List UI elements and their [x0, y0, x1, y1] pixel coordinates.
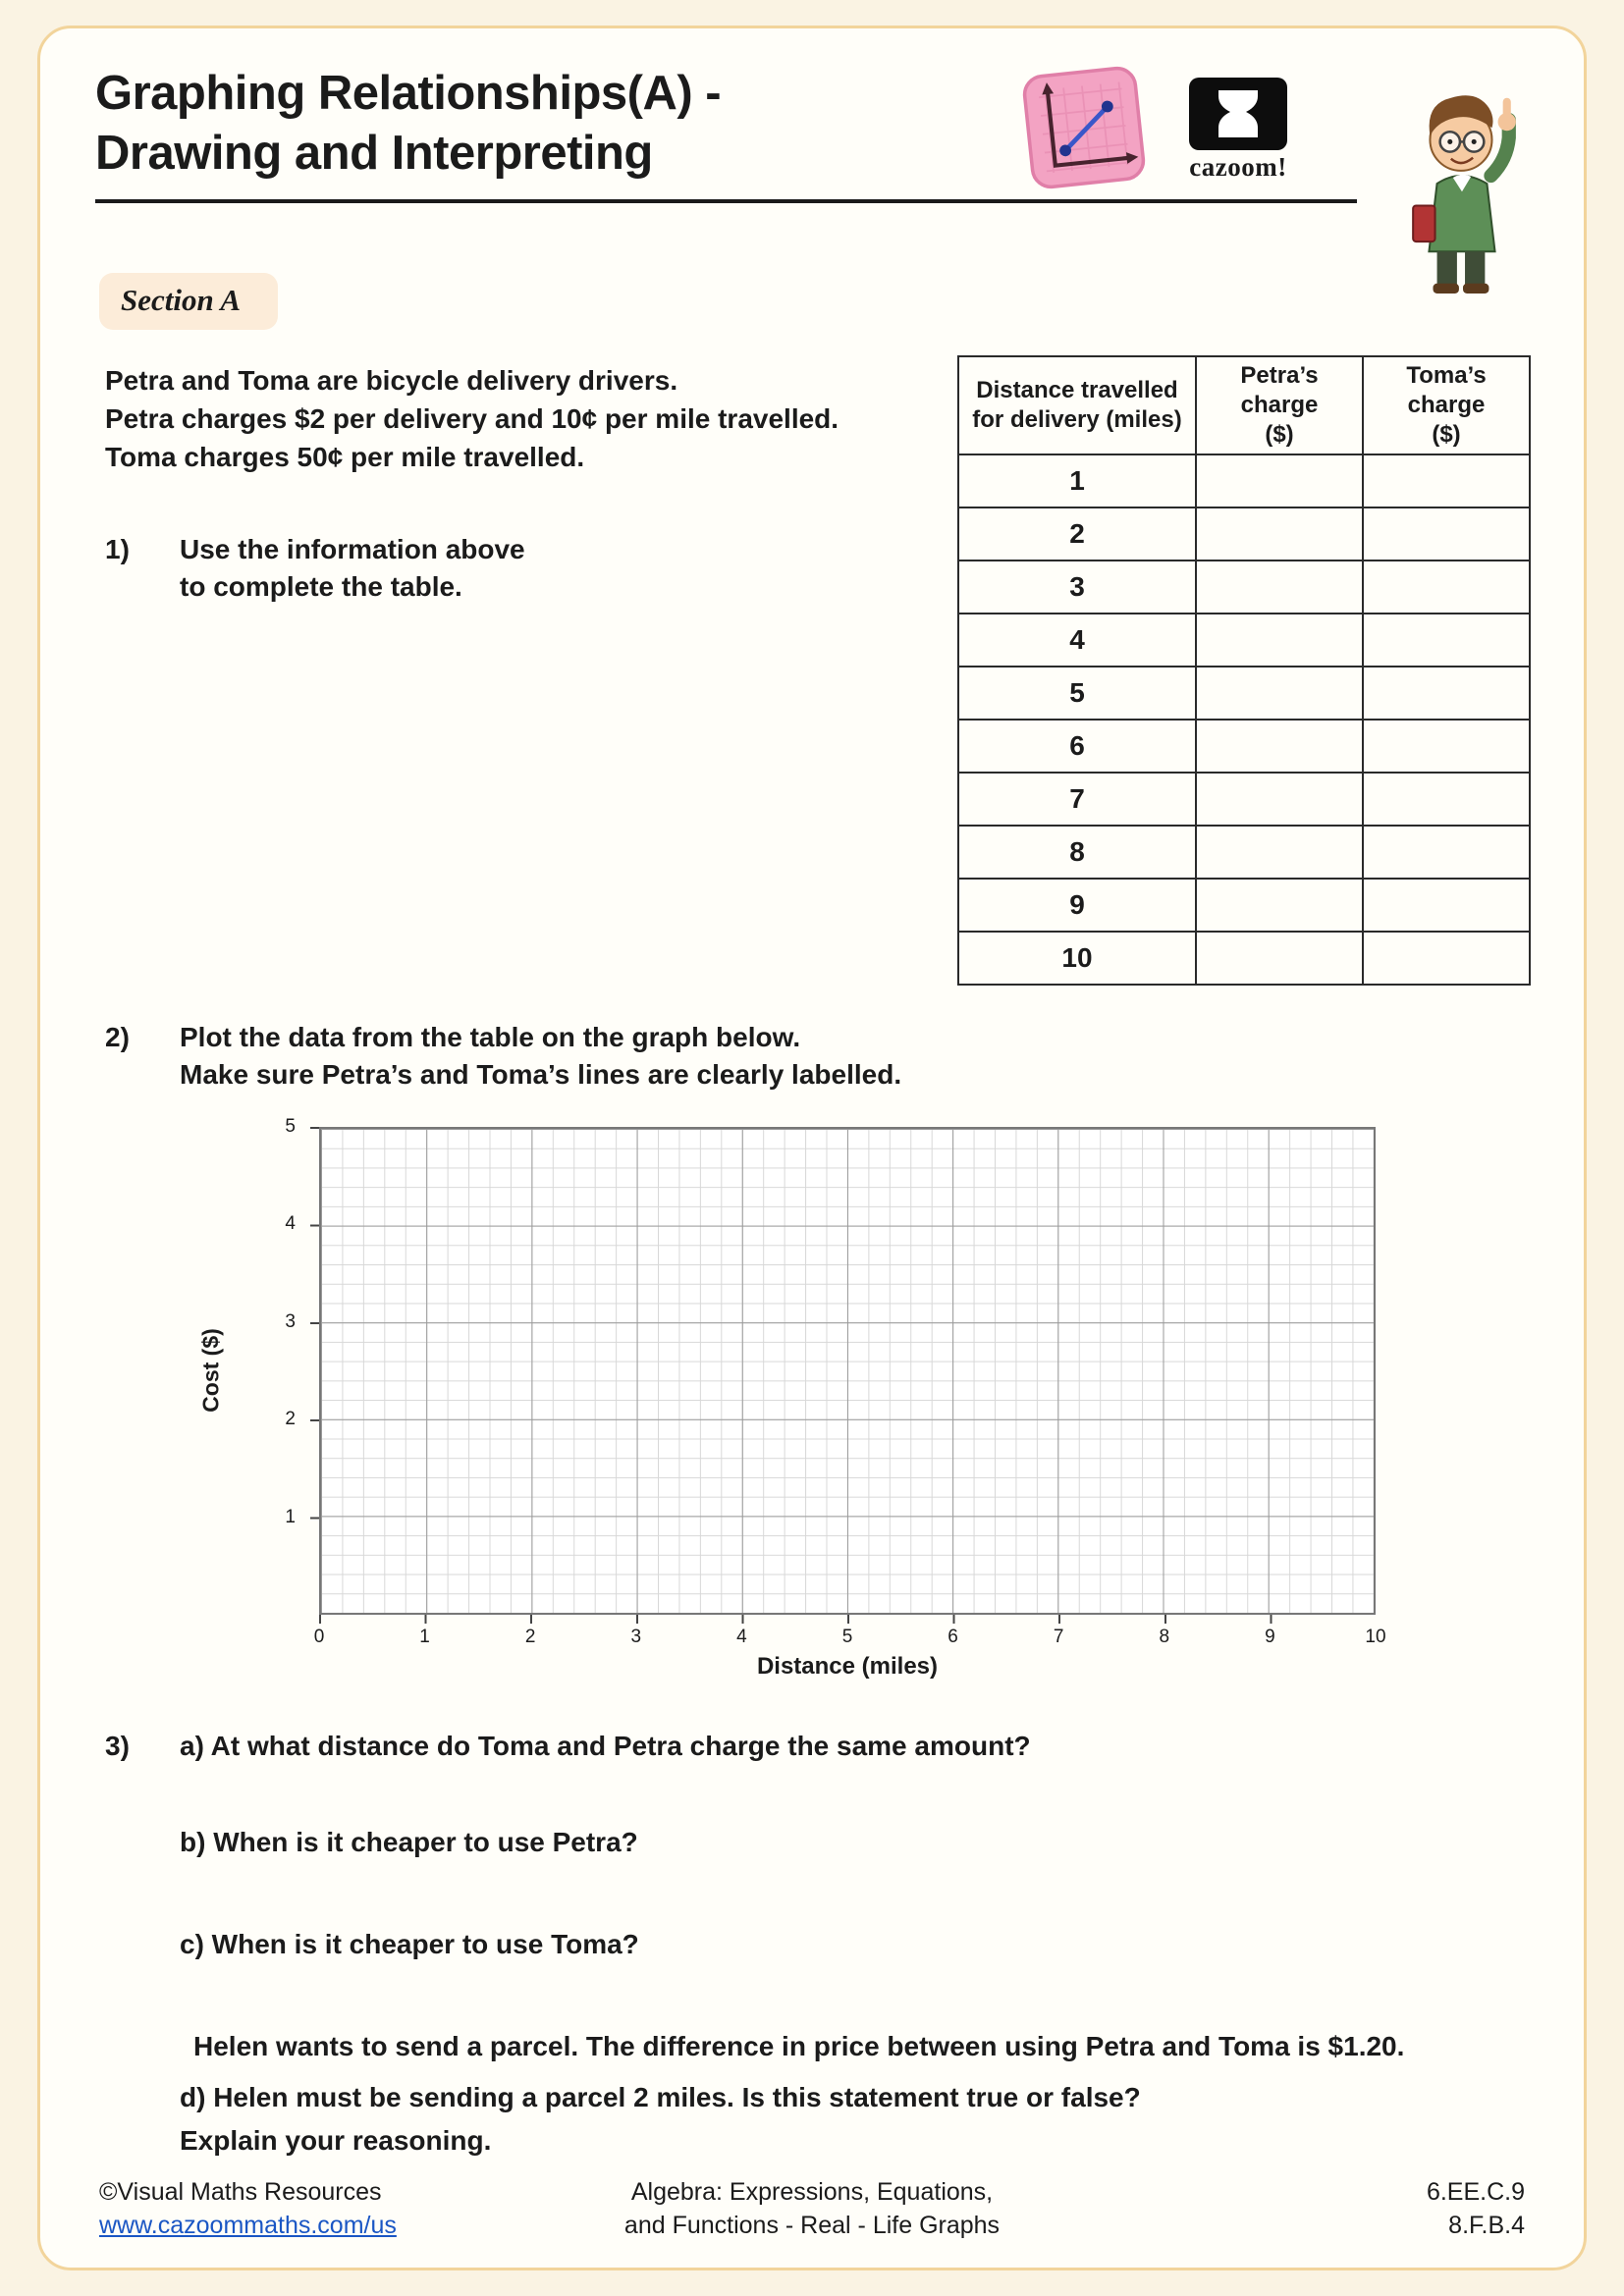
y-tick-label: 3 — [285, 1310, 296, 1332]
intro-text — [105, 361, 922, 476]
cazoom-logo — [1179, 78, 1297, 183]
petra-charge-cell[interactable] — [1196, 614, 1363, 667]
x-tick-label: 10 — [1365, 1627, 1386, 1647]
y-tick-label: 5 — [285, 1116, 296, 1137]
y-tick-marks — [310, 1127, 319, 1615]
question-3 — [105, 1728, 1529, 2160]
intro-line-2: Petra charges $2 per delivery and 10¢ per mile travelled. — [105, 403, 839, 434]
x-tick-labels — [313, 1627, 1386, 1652]
table-row — [958, 667, 1530, 720]
title-line-2: Drawing and Interpreting — [95, 127, 653, 180]
table-row — [958, 720, 1530, 773]
table-row — [958, 826, 1530, 879]
title-line-1: Graphing Relationships(A) - — [95, 67, 722, 120]
table-header-distance: Distance travelled for delivery (miles) — [958, 356, 1196, 454]
distance-cell: 4 — [958, 614, 1196, 667]
petra-charge-cell[interactable] — [1196, 773, 1363, 826]
y-tick-labels — [260, 1116, 307, 1615]
distance-cell: 5 — [958, 667, 1196, 720]
intro-and-table — [95, 355, 1529, 986]
question-1 — [105, 531, 922, 606]
x-tick-label: 6 — [947, 1627, 958, 1647]
question-2-line-1: Plot the data from the table on the graph below. — [180, 1022, 801, 1052]
distance-cell: 9 — [958, 879, 1196, 932]
footer-topic — [518, 2175, 1106, 2242]
distance-cell: 7 — [958, 773, 1196, 826]
question-3d-line-1: d) Helen must be sending a parcel 2 miles. Is this statement true or false? — [180, 2082, 1141, 2112]
charge-table — [957, 355, 1531, 986]
x-tick-label: 7 — [1053, 1627, 1064, 1647]
question-3-number: 3) — [105, 1731, 130, 1761]
question-1-line-1: Use the information above — [180, 534, 525, 564]
footer-topic-line-1: Algebra: Expressions, Equations, — [630, 2178, 994, 2206]
question-3-helen-statement: Helen wants to send a parcel. The difference in price between using Petra and Toma is $1.20. — [193, 2031, 1405, 2061]
question-1-line-2: to complete the table. — [180, 571, 462, 602]
question-3a-text: a) At what distance do Toma and Petra charge the same amount? — [180, 1731, 1031, 1761]
table-row — [958, 932, 1530, 985]
distance-cell: 10 — [958, 932, 1196, 985]
footer — [95, 2175, 1529, 2246]
footer-copyright-text: ©Visual Maths Resources — [99, 2178, 382, 2206]
footer-standards — [1106, 2175, 1525, 2242]
toma-charge-cell[interactable] — [1363, 720, 1530, 773]
question-3b: b) When is it cheaper to use Petra? — [180, 1827, 638, 1857]
graph-icon — [1018, 64, 1150, 191]
table-header-petra: Petra’s charge ($) — [1196, 356, 1363, 454]
petra-charge-cell[interactable] — [1196, 667, 1363, 720]
question-3d-line-2: Explain your reasoning. — [180, 2125, 492, 2156]
table-row — [958, 614, 1530, 667]
x-tick-label: 3 — [630, 1627, 642, 1647]
petra-charge-cell[interactable] — [1196, 826, 1363, 879]
table-header-row — [958, 356, 1530, 454]
y-axis-label: Cost ($) — [197, 1328, 224, 1413]
teacher-illustration — [1403, 56, 1523, 295]
x-axis-label: Distance (miles) — [756, 1653, 939, 1680]
y-tick-label: 2 — [285, 1409, 296, 1430]
table-row — [958, 879, 1530, 932]
charge-table-body — [958, 454, 1530, 985]
toma-charge-cell[interactable] — [1363, 932, 1530, 985]
distance-cell: 6 — [958, 720, 1196, 773]
petra-charge-cell[interactable] — [1196, 507, 1363, 561]
distance-cell: 3 — [958, 561, 1196, 614]
toma-charge-cell[interactable] — [1363, 879, 1530, 932]
toma-charge-cell[interactable] — [1363, 667, 1530, 720]
question-2-line-2: Make sure Petra’s and Toma’s lines are clearly labelled. — [180, 1059, 902, 1090]
table-row — [958, 561, 1530, 614]
x-tick-label: 9 — [1265, 1627, 1275, 1647]
distance-cell: 2 — [958, 507, 1196, 561]
distance-cell: 8 — [958, 826, 1196, 879]
distance-cell: 1 — [958, 454, 1196, 507]
table-row — [958, 773, 1530, 826]
x-tick-label: 1 — [419, 1627, 430, 1647]
y-tick-label: 4 — [285, 1213, 296, 1235]
toma-charge-cell[interactable] — [1363, 561, 1530, 614]
question-2-text — [180, 1019, 901, 1094]
footer-standard-2: 8.F.B.4 — [1448, 2212, 1525, 2239]
table-row — [958, 507, 1530, 561]
footer-copyright — [99, 2175, 518, 2242]
section-a-text: Section A — [121, 283, 242, 317]
question-2 — [105, 1019, 1529, 1094]
question-1-text — [180, 531, 525, 606]
question-1-number: 1) — [105, 534, 130, 564]
intro-line-3: Toma charges 50¢ per mile travelled. — [105, 442, 585, 472]
question-3a — [105, 1728, 1529, 1765]
question-2-number: 2) — [105, 1022, 130, 1052]
table-header-toma: Toma’s charge ($) — [1363, 356, 1530, 454]
footer-standard-1: 6.EE.C.9 — [1426, 2178, 1525, 2206]
toma-charge-cell[interactable] — [1363, 507, 1530, 561]
x-tick-label: 0 — [313, 1627, 325, 1647]
header — [95, 64, 1529, 265]
y-tick-label: 1 — [285, 1506, 296, 1527]
x-tick-label: 5 — [841, 1627, 853, 1647]
section-a-label — [99, 273, 278, 330]
petra-charge-cell[interactable] — [1196, 561, 1363, 614]
petra-charge-cell[interactable] — [1196, 932, 1363, 985]
footer-topic-line-2: and Functions - Real - Life Graphs — [623, 2212, 1001, 2239]
toma-charge-cell[interactable] — [1363, 614, 1530, 667]
toma-charge-cell[interactable] — [1363, 773, 1530, 826]
plot-area[interactable] — [319, 1127, 1376, 1615]
petra-charge-cell[interactable] — [1196, 720, 1363, 773]
x-tick-label: 2 — [524, 1627, 536, 1647]
x-tick-label: 4 — [736, 1627, 747, 1647]
cazoom-logo-text: cazoom! — [1189, 152, 1287, 182]
table-column — [957, 355, 1529, 986]
table-row — [958, 454, 1530, 507]
petra-charge-cell[interactable] — [1196, 879, 1363, 932]
x-tick-label: 8 — [1159, 1627, 1170, 1647]
cazoom-logo-mark — [1189, 78, 1287, 150]
toma-charge-cell[interactable] — [1363, 826, 1530, 879]
worksheet-card — [37, 26, 1587, 2270]
graph — [150, 1116, 1529, 1700]
toma-charge-cell[interactable] — [1363, 454, 1530, 507]
x-tick-marks — [319, 1615, 1376, 1624]
question-3c: c) When is it cheaper to use Toma? — [180, 1929, 639, 1959]
intro-line-1: Petra and Toma are bicycle delivery drivers. — [105, 365, 678, 396]
page-title — [95, 64, 1357, 203]
footer-website-link[interactable]: www.cazoommaths.com/us — [99, 2212, 397, 2239]
petra-charge-cell[interactable] — [1196, 454, 1363, 507]
intro-column — [95, 355, 922, 986]
